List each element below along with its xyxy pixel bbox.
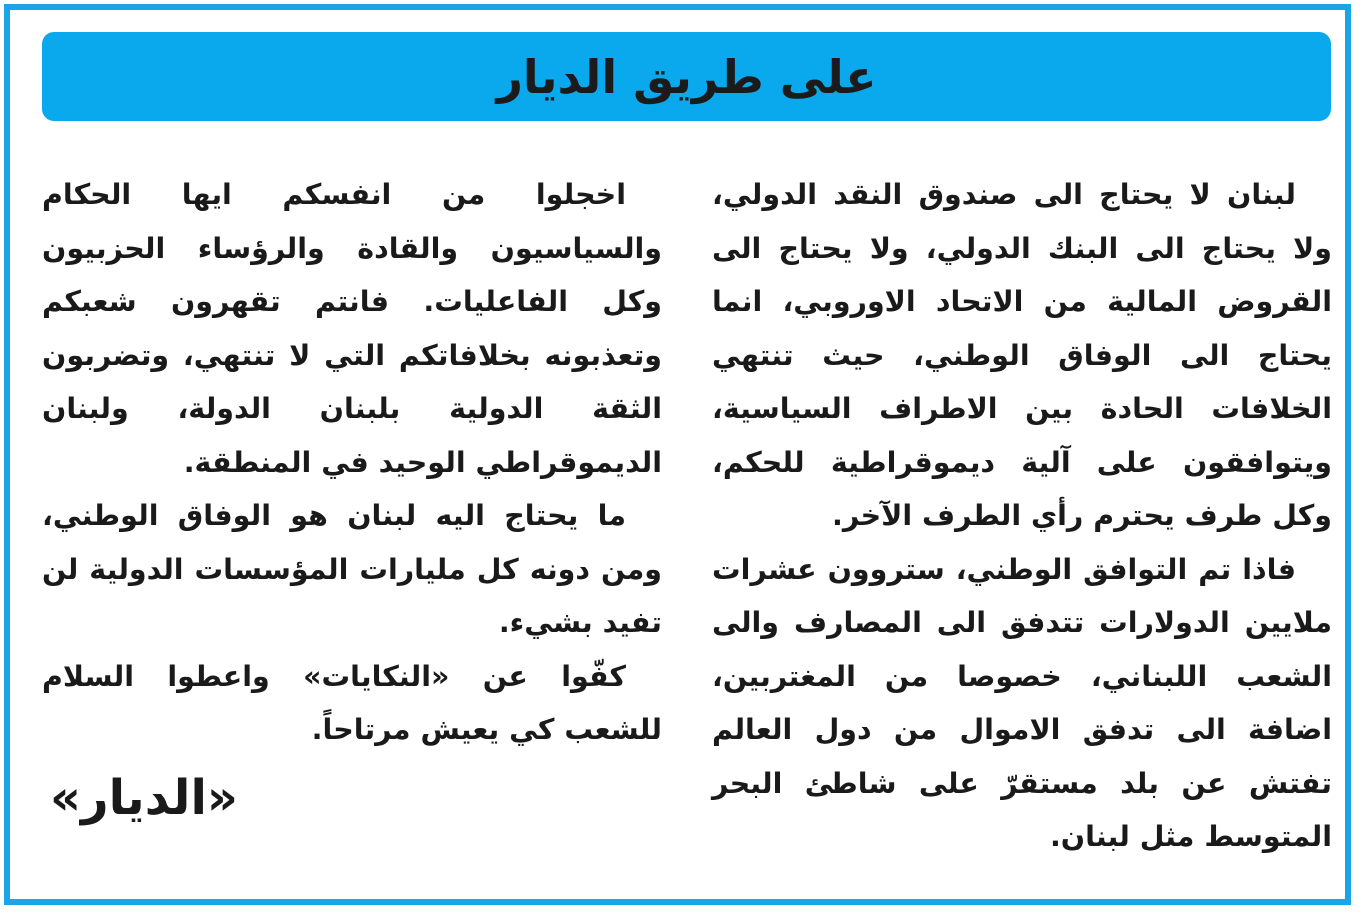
page-title: على طريق الديار: [496, 49, 877, 104]
paragraph: اخجلوا من انفسكم ايها الحكام والسياسيون والقادة والرؤساء الحزبيون وكل الفاعليات. فانتم تقهرون شعبكم وتعذبونه بخلافاتكم التي لا تنتهي، وتضربون الثقة الدولية بلبنان الدولة، ولبنان الديموقراطي الوحيد في المنطقة.: [42, 178, 662, 479]
paragraph: فاذا تم التوافق الوطني، ستروون عشرات ملايين الدولارات تتدفق الى المصارف والى الشعب اللبناني، خصوصا من المغتربين، اضافة الى تدفق الاموال من دول العالم تفتش عن بلد مستقرّ على شاطئ البحر المتوسط مثل لبنان.: [712, 552, 1332, 853]
article-column-right: [712, 168, 1332, 864]
signature: «الديار»: [50, 770, 238, 826]
paragraph: لبنان لا يحتاج الى صندوق النقد الدولي، ولا يحتاج الى البنك الدولي، ولا يحتاج الى القروض المالية من الاتحاد الاوروبي، انما يحتاج الى الوفاق الوطني، حيث تنتهي الخلافات الحادة بين الاطراف السياسية، ويتوافقون على آلية ديموقراطية للحكم، وكل طرف يحترم رأي الطرف الآخر.: [712, 178, 1332, 532]
paragraph: ما يحتاج اليه لبنان هو الوفاق الوطني، ومن دونه كل مليارات المؤسسات الدولية لن تفيد بشيء.: [42, 499, 662, 639]
title-banner: [42, 32, 1331, 121]
article-column-left: [42, 168, 662, 757]
paragraph: كفّوا عن «النكايات» واعطوا السلام للشعب كي يعيش مرتاحاً.: [42, 659, 662, 746]
